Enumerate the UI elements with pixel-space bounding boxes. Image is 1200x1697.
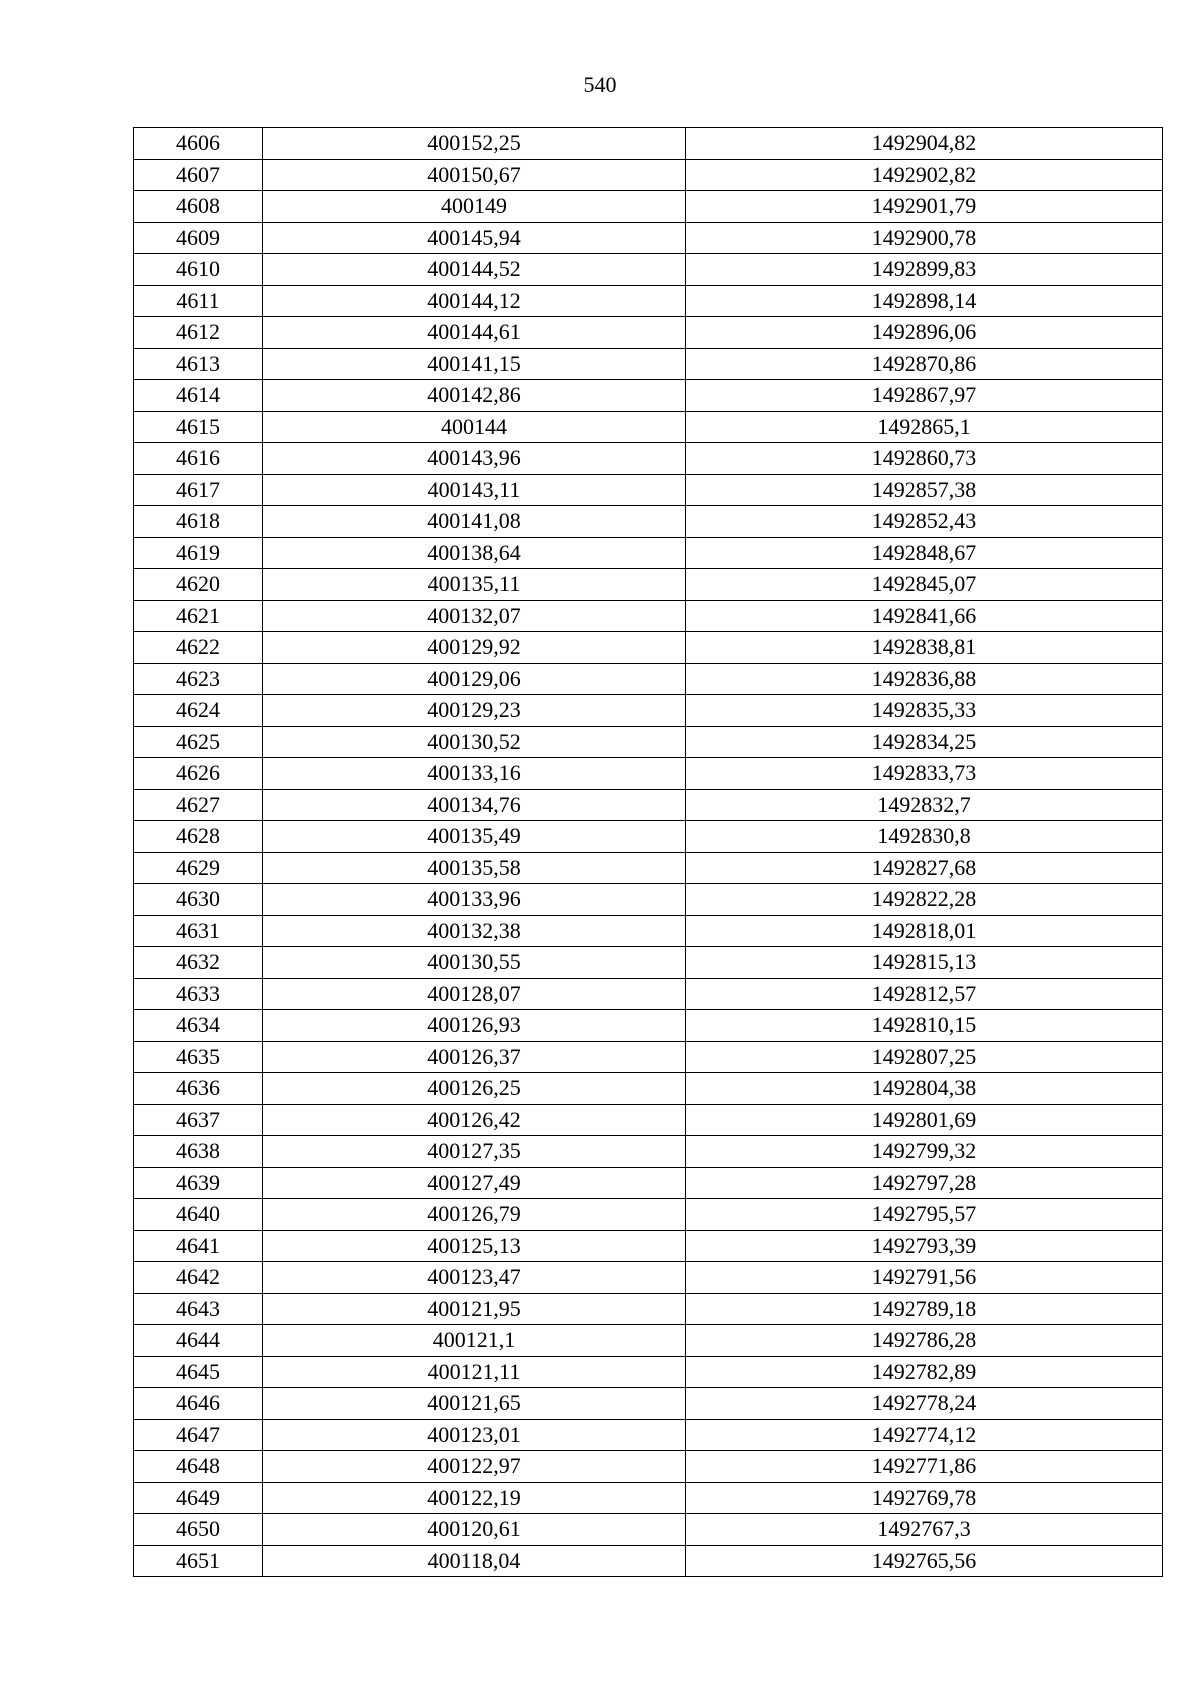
table-row — [134, 1167, 1163, 1199]
table-row — [134, 758, 1163, 790]
table-row — [134, 1199, 1163, 1231]
table-row — [134, 821, 1163, 853]
table-row — [134, 411, 1163, 443]
point-number-cell: 4650 — [134, 1514, 263, 1546]
y-coordinate-cell: 1492835,33 — [686, 695, 1163, 727]
table-row — [134, 1230, 1163, 1262]
table-row — [134, 1514, 1163, 1546]
table-row — [134, 1482, 1163, 1514]
x-coordinate-cell: 400122,97 — [263, 1451, 686, 1483]
y-coordinate-cell: 1492807,25 — [686, 1041, 1163, 1073]
y-coordinate-cell: 1492838,81 — [686, 632, 1163, 664]
x-coordinate-cell: 400126,37 — [263, 1041, 686, 1073]
x-coordinate-cell: 400149 — [263, 191, 686, 223]
table-row — [134, 1451, 1163, 1483]
point-number-cell: 4636 — [134, 1073, 263, 1105]
y-coordinate-cell: 1492782,89 — [686, 1356, 1163, 1388]
table-row — [134, 600, 1163, 632]
x-coordinate-cell: 400135,11 — [263, 569, 686, 601]
table-row — [134, 789, 1163, 821]
point-number-cell: 4642 — [134, 1262, 263, 1294]
table-row — [134, 159, 1163, 191]
x-coordinate-cell: 400121,11 — [263, 1356, 686, 1388]
table-row — [134, 1073, 1163, 1105]
table-row — [134, 915, 1163, 947]
table-row — [134, 506, 1163, 538]
table-row — [134, 1325, 1163, 1357]
x-coordinate-cell: 400130,52 — [263, 726, 686, 758]
table-row — [134, 1388, 1163, 1420]
x-coordinate-cell: 400120,61 — [263, 1514, 686, 1546]
x-coordinate-cell: 400129,92 — [263, 632, 686, 664]
table-row — [134, 474, 1163, 506]
x-coordinate-cell: 400150,67 — [263, 159, 686, 191]
x-coordinate-cell: 400152,25 — [263, 128, 686, 160]
table-row — [134, 317, 1163, 349]
x-coordinate-cell: 400135,49 — [263, 821, 686, 853]
x-coordinate-cell: 400123,47 — [263, 1262, 686, 1294]
point-number-cell: 4617 — [134, 474, 263, 506]
point-number-cell: 4648 — [134, 1451, 263, 1483]
point-number-cell: 4637 — [134, 1104, 263, 1136]
y-coordinate-cell: 1492836,88 — [686, 663, 1163, 695]
y-coordinate-cell: 1492904,82 — [686, 128, 1163, 160]
point-number-cell: 4634 — [134, 1010, 263, 1042]
point-number-cell: 4631 — [134, 915, 263, 947]
y-coordinate-cell: 1492822,28 — [686, 884, 1163, 916]
table-row — [134, 285, 1163, 317]
x-coordinate-cell: 400143,11 — [263, 474, 686, 506]
x-coordinate-cell: 400142,86 — [263, 380, 686, 412]
table-row — [134, 1041, 1163, 1073]
table-row — [134, 128, 1163, 160]
y-coordinate-cell: 1492815,13 — [686, 947, 1163, 979]
x-coordinate-cell: 400134,76 — [263, 789, 686, 821]
x-coordinate-cell: 400145,94 — [263, 222, 686, 254]
point-number-cell: 4641 — [134, 1230, 263, 1262]
point-number-cell: 4630 — [134, 884, 263, 916]
y-coordinate-cell: 1492795,57 — [686, 1199, 1163, 1231]
point-number-cell: 4644 — [134, 1325, 263, 1357]
y-coordinate-cell: 1492769,78 — [686, 1482, 1163, 1514]
y-coordinate-cell: 1492827,68 — [686, 852, 1163, 884]
table-row — [134, 1293, 1163, 1325]
x-coordinate-cell: 400144,61 — [263, 317, 686, 349]
table-row — [134, 537, 1163, 569]
point-number-cell: 4626 — [134, 758, 263, 790]
y-coordinate-cell: 1492771,86 — [686, 1451, 1163, 1483]
y-coordinate-cell: 1492791,56 — [686, 1262, 1163, 1294]
x-coordinate-cell: 400130,55 — [263, 947, 686, 979]
table-row — [134, 663, 1163, 695]
y-coordinate-cell: 1492810,15 — [686, 1010, 1163, 1042]
point-number-cell: 4624 — [134, 695, 263, 727]
point-number-cell: 4625 — [134, 726, 263, 758]
x-coordinate-cell: 400126,42 — [263, 1104, 686, 1136]
table-row — [134, 632, 1163, 664]
x-coordinate-cell: 400121,95 — [263, 1293, 686, 1325]
table-row — [134, 695, 1163, 727]
y-coordinate-cell: 1492833,73 — [686, 758, 1163, 790]
y-coordinate-cell: 1492818,01 — [686, 915, 1163, 947]
point-number-cell: 4635 — [134, 1041, 263, 1073]
y-coordinate-cell: 1492789,18 — [686, 1293, 1163, 1325]
y-coordinate-cell: 1492898,14 — [686, 285, 1163, 317]
x-coordinate-cell: 400144,52 — [263, 254, 686, 286]
y-coordinate-cell: 1492841,66 — [686, 600, 1163, 632]
point-number-cell: 4606 — [134, 128, 263, 160]
point-number-cell: 4619 — [134, 537, 263, 569]
y-coordinate-cell: 1492801,69 — [686, 1104, 1163, 1136]
x-coordinate-cell: 400133,16 — [263, 758, 686, 790]
y-coordinate-cell: 1492778,24 — [686, 1388, 1163, 1420]
point-number-cell: 4646 — [134, 1388, 263, 1420]
point-number-cell: 4640 — [134, 1199, 263, 1231]
table-row — [134, 348, 1163, 380]
page-number: 540 — [583, 72, 617, 97]
point-number-cell: 4633 — [134, 978, 263, 1010]
table-row — [134, 1262, 1163, 1294]
point-number-cell: 4639 — [134, 1167, 263, 1199]
y-coordinate-cell: 1492899,83 — [686, 254, 1163, 286]
point-number-cell: 4632 — [134, 947, 263, 979]
y-coordinate-cell: 1492900,78 — [686, 222, 1163, 254]
x-coordinate-cell: 400132,07 — [263, 600, 686, 632]
table-row — [134, 1010, 1163, 1042]
table-row — [134, 1356, 1163, 1388]
point-number-cell: 4649 — [134, 1482, 263, 1514]
y-coordinate-cell: 1492845,07 — [686, 569, 1163, 601]
point-number-cell: 4610 — [134, 254, 263, 286]
x-coordinate-cell: 400143,96 — [263, 443, 686, 475]
y-coordinate-cell: 1492767,3 — [686, 1514, 1163, 1546]
x-coordinate-cell: 400129,23 — [263, 695, 686, 727]
table-row — [134, 1419, 1163, 1451]
point-number-cell: 4611 — [134, 285, 263, 317]
table-row — [134, 884, 1163, 916]
table-row — [134, 569, 1163, 601]
point-number-cell: 4651 — [134, 1545, 263, 1577]
y-coordinate-cell: 1492830,8 — [686, 821, 1163, 853]
point-number-cell: 4645 — [134, 1356, 263, 1388]
point-number-cell: 4614 — [134, 380, 263, 412]
table-row — [134, 380, 1163, 412]
point-number-cell: 4613 — [134, 348, 263, 380]
y-coordinate-cell: 1492799,32 — [686, 1136, 1163, 1168]
y-coordinate-cell: 1492786,28 — [686, 1325, 1163, 1357]
table-row — [134, 978, 1163, 1010]
y-coordinate-cell: 1492793,39 — [686, 1230, 1163, 1262]
x-coordinate-cell: 400126,79 — [263, 1199, 686, 1231]
table-row — [134, 1136, 1163, 1168]
point-number-cell: 4643 — [134, 1293, 263, 1325]
point-number-cell: 4623 — [134, 663, 263, 695]
point-number-cell: 4609 — [134, 222, 263, 254]
y-coordinate-cell: 1492848,67 — [686, 537, 1163, 569]
x-coordinate-cell: 400144 — [263, 411, 686, 443]
y-coordinate-cell: 1492774,12 — [686, 1419, 1163, 1451]
x-coordinate-cell: 400141,08 — [263, 506, 686, 538]
x-coordinate-cell: 400129,06 — [263, 663, 686, 695]
x-coordinate-cell: 400135,58 — [263, 852, 686, 884]
point-number-cell: 4622 — [134, 632, 263, 664]
table-row — [134, 726, 1163, 758]
y-coordinate-cell: 1492765,56 — [686, 1545, 1163, 1577]
table-row — [134, 947, 1163, 979]
point-number-cell: 4608 — [134, 191, 263, 223]
x-coordinate-cell: 400125,13 — [263, 1230, 686, 1262]
y-coordinate-cell: 1492832,7 — [686, 789, 1163, 821]
point-number-cell: 4629 — [134, 852, 263, 884]
x-coordinate-cell: 400126,25 — [263, 1073, 686, 1105]
x-coordinate-cell: 400144,12 — [263, 285, 686, 317]
x-coordinate-cell: 400126,93 — [263, 1010, 686, 1042]
x-coordinate-cell: 400133,96 — [263, 884, 686, 916]
table-row — [134, 1104, 1163, 1136]
x-coordinate-cell: 400123,01 — [263, 1419, 686, 1451]
y-coordinate-cell: 1492896,06 — [686, 317, 1163, 349]
table-row — [134, 1545, 1163, 1577]
x-coordinate-cell: 400141,15 — [263, 348, 686, 380]
y-coordinate-cell: 1492901,79 — [686, 191, 1163, 223]
y-coordinate-cell: 1492865,1 — [686, 411, 1163, 443]
point-number-cell: 4612 — [134, 317, 263, 349]
x-coordinate-cell: 400121,65 — [263, 1388, 686, 1420]
point-number-cell: 4638 — [134, 1136, 263, 1168]
table-row — [134, 443, 1163, 475]
point-number-cell: 4616 — [134, 443, 263, 475]
y-coordinate-cell: 1492804,38 — [686, 1073, 1163, 1105]
x-coordinate-cell: 400127,49 — [263, 1167, 686, 1199]
table-row — [134, 852, 1163, 884]
x-coordinate-cell: 400132,38 — [263, 915, 686, 947]
point-number-cell: 4607 — [134, 159, 263, 191]
y-coordinate-cell: 1492867,97 — [686, 380, 1163, 412]
x-coordinate-cell: 400121,1 — [263, 1325, 686, 1357]
point-number-cell: 4628 — [134, 821, 263, 853]
table-row — [134, 222, 1163, 254]
x-coordinate-cell: 400127,35 — [263, 1136, 686, 1168]
y-coordinate-cell: 1492860,73 — [686, 443, 1163, 475]
y-coordinate-cell: 1492902,82 — [686, 159, 1163, 191]
x-coordinate-cell: 400138,64 — [263, 537, 686, 569]
point-number-cell: 4647 — [134, 1419, 263, 1451]
point-number-cell: 4620 — [134, 569, 263, 601]
point-number-cell: 4615 — [134, 411, 263, 443]
coordinates-table-body — [134, 128, 1163, 1577]
point-number-cell: 4618 — [134, 506, 263, 538]
point-number-cell: 4627 — [134, 789, 263, 821]
y-coordinate-cell: 1492834,25 — [686, 726, 1163, 758]
table-row — [134, 191, 1163, 223]
x-coordinate-cell: 400118,04 — [263, 1545, 686, 1577]
y-coordinate-cell: 1492797,28 — [686, 1167, 1163, 1199]
coordinates-table — [133, 127, 1163, 1577]
table-row — [134, 254, 1163, 286]
x-coordinate-cell: 400128,07 — [263, 978, 686, 1010]
x-coordinate-cell: 400122,19 — [263, 1482, 686, 1514]
y-coordinate-cell: 1492857,38 — [686, 474, 1163, 506]
y-coordinate-cell: 1492870,86 — [686, 348, 1163, 380]
y-coordinate-cell: 1492852,43 — [686, 506, 1163, 538]
y-coordinate-cell: 1492812,57 — [686, 978, 1163, 1010]
point-number-cell: 4621 — [134, 600, 263, 632]
